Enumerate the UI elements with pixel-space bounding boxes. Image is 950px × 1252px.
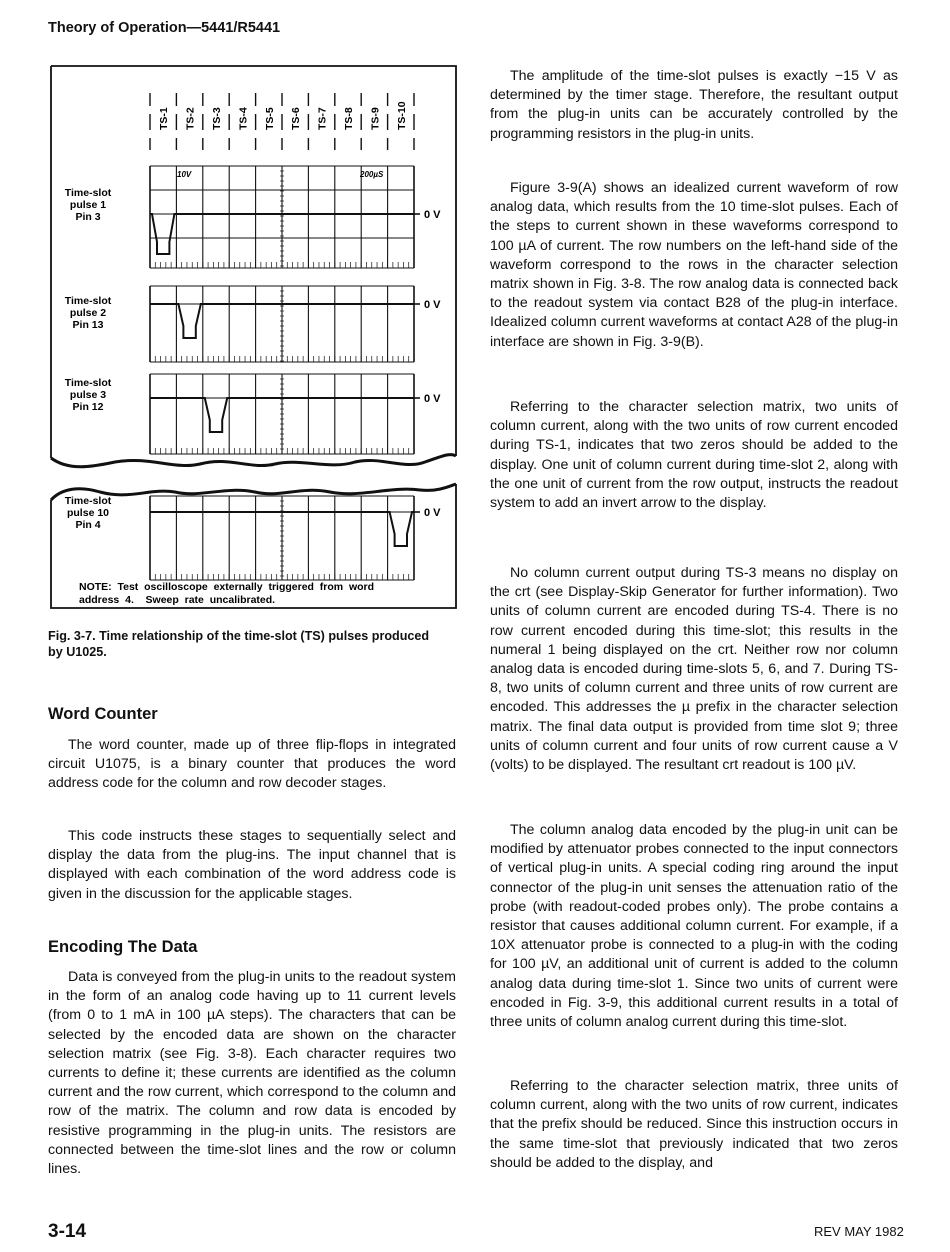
ts-label-9: TS-9 [369, 107, 382, 130]
figure-caption-line1: Fig. 3-7. Time relationship of the time-slot (TS) pulses produced [48, 629, 430, 643]
zero-volt-label: 0 V [424, 507, 441, 519]
pulse-label-line: pulse 1 [69, 199, 107, 211]
encoding-section [48, 968, 456, 1179]
page-number: 3-14 [48, 1221, 87, 1242]
zero-volt-label: 0 V [424, 209, 441, 221]
right-paragraph-6-block [490, 1077, 898, 1173]
word-counter-paragraph-1: The word counter, made up of three flip-flops in integrated circuit U1075, is a binary counter that produces the word address code for the column and row decoder stages. [48, 737, 456, 792]
right-paragraph-1: The amplitude of the time-slot pulses is exactly −15 V as determined by the timer stage. Therefore, the resultant output from the plug-in units can be accurately controlled by the programming resistors in the plug-in units. [490, 68, 898, 142]
right-paragraph-6: Referring to the character selection matrix, three units of column current, along with the two units of row current, indicates that the prefix should be reduced. Since this instruction occurs in the same time-slot that previously indicated that two zeros should be added to the display, and [490, 1078, 898, 1171]
time-slot-labels [158, 101, 408, 130]
ts-label-10: TS-10 [395, 101, 408, 130]
pulse-label-line: Pin 13 [72, 319, 104, 331]
right-paragraph-4-block [490, 564, 898, 775]
pulse-label-line: Pin 4 [75, 519, 101, 531]
zero-volt-label: 0 V [424, 393, 441, 405]
pulse-labels [65, 187, 112, 531]
right-paragraph-3-block [490, 398, 898, 513]
figure-caption-line2: by U1025. [48, 645, 107, 659]
revision-date: REV MAY 1982 [814, 1224, 904, 1239]
right-paragraph-5-block [490, 821, 898, 1032]
word-counter-heading: Word Counter [48, 705, 158, 723]
break-line-top [51, 455, 456, 467]
pulse-label-line: Time-slot [64, 295, 112, 307]
ts-label-5: TS-5 [263, 107, 276, 130]
ts-label-8: TS-8 [343, 107, 355, 130]
scale-volts-label: 10V [177, 170, 192, 179]
right-paragraph-5: The column analog data encoded by the plug-in unit can be modified by attenuator probes connected to the input connectors of vertical plug-in units. A special coding ring around the input connector of the plug-in unit senses the attenuation ratio of the probe (with readout-coded probes only). The probe contains a resistor that causes additional column current. For example, if a 10X attenuator probe is connected to a plug-in with the coding for 100 µV, an additional unit of current is added to the column analog data during time-slot 1. Since two units of current were encoded in Fig. 3-9, this additional current results in a total of three units of column analog current during this time-slot. [490, 822, 898, 1031]
oscilloscope-graticules [150, 166, 420, 580]
figure-caption [48, 628, 458, 660]
figure-note-line2: address 4. Sweep rate uncalibrated. [79, 594, 276, 606]
pulse-label-line: Pin 3 [75, 211, 101, 223]
pulse-label-line: Time-slot [64, 495, 112, 507]
scale-time-label: 200µS [360, 170, 384, 179]
page-header: Theory of Operation—5441/R5441 [48, 20, 281, 36]
zero-volt-label: 0 V [424, 299, 441, 311]
ts-label-2: TS-2 [184, 107, 197, 130]
ts-label-6: TS-6 [290, 107, 303, 130]
word-counter-section [48, 736, 456, 794]
pulse-label-line: Time-slot [64, 377, 112, 389]
figure-note-line1: NOTE: Test oscilloscope externally triggered from word [79, 581, 375, 593]
ts-label-1: TS-1 [158, 107, 171, 130]
ts-label-7: TS-7 [316, 107, 329, 130]
right-paragraph-4: No column current output during TS-3 means no display on the crt (see Display-Skip Generator for further information). Two units of column current are encoded during TS-4. There is no row current encoded during this time-slot; this results in the numeral 1 being displayed on the crt. Neither row nor column analog data is encoded during time-slots 5, 6, and 7. During TS-8, two units of column current and three units of row current are encoded. This addresses the µ prefix in the character selection matrix. The final data output is provided from time slot 9; three units of column current and four units of row current cause a V (volts) to be displayed. The resultant crt readout is 100 µV. [490, 565, 898, 774]
right-paragraph-2: Figure 3-9(A) shows an idealized current waveform of row analog data, which results from the 10 time-slot pulses. Each of the steps to current shown in these waveforms correspond to 100 µA of current. The row numbers on the left-hand side of the waveform correspond to the rows in the character selection matrix shown in Fig. 3-8. The row analog data is connected back to the readout system via contact B28 of the plug-in interface. Idealized column current waveforms at contact A28 of the plug-in interface are shown in Fig. 3-9(B). [490, 180, 898, 350]
pulse-label-line: Pin 12 [72, 401, 104, 413]
right-paragraph-3: Referring to the character selection matrix, two units of column current, along with the two units of row current encoded during TS-1, indicates that two zeros should be added to the display. One unit of column current during time-slot 2, along with the one unit of current from the row output, instructs the readout system to add an invert arrow to the display. [490, 399, 898, 512]
word-counter-section-2 [48, 827, 456, 904]
break-line-bottom [51, 484, 456, 500]
pulse-label-line: pulse 10 [66, 507, 110, 519]
word-counter-paragraph-2: This code instructs these stages to sequentially select and display the data from the plug-ins. The input channel that is displayed with each combination of the word address code is given in the discussion for the applicable stages. [48, 828, 456, 902]
zero-volt-labels [424, 209, 441, 519]
encoding-paragraph-1: Data is conveyed from the plug-in units to the readout system in the form of an analog code having up to 11 current levels (from 0 to 1 mA in 100 µA steps). The characters that can be selected by the encoded data are shown on the character selection matrix (see Fig. 3-8). Each character requires two currents to define it; these currents are identified as the column current and the row current, which correspond to the column and row of the matrix. The column and row data is encoded by resistive programming in the plug-in units. The resistors are connected between the time-slot lines and the row or column lines. [48, 969, 456, 1178]
ts-label-3: TS-3 [211, 107, 223, 130]
right-paragraph-2-block [490, 179, 898, 352]
right-paragraph-1-block [490, 67, 898, 144]
ts-label-4: TS-4 [237, 107, 250, 130]
pulse-label-line: pulse 3 [69, 389, 107, 401]
pulse-label-line: pulse 2 [69, 307, 107, 319]
encoding-heading: Encoding The Data [48, 938, 198, 956]
pulse-label-line: Time-slot [64, 187, 112, 199]
